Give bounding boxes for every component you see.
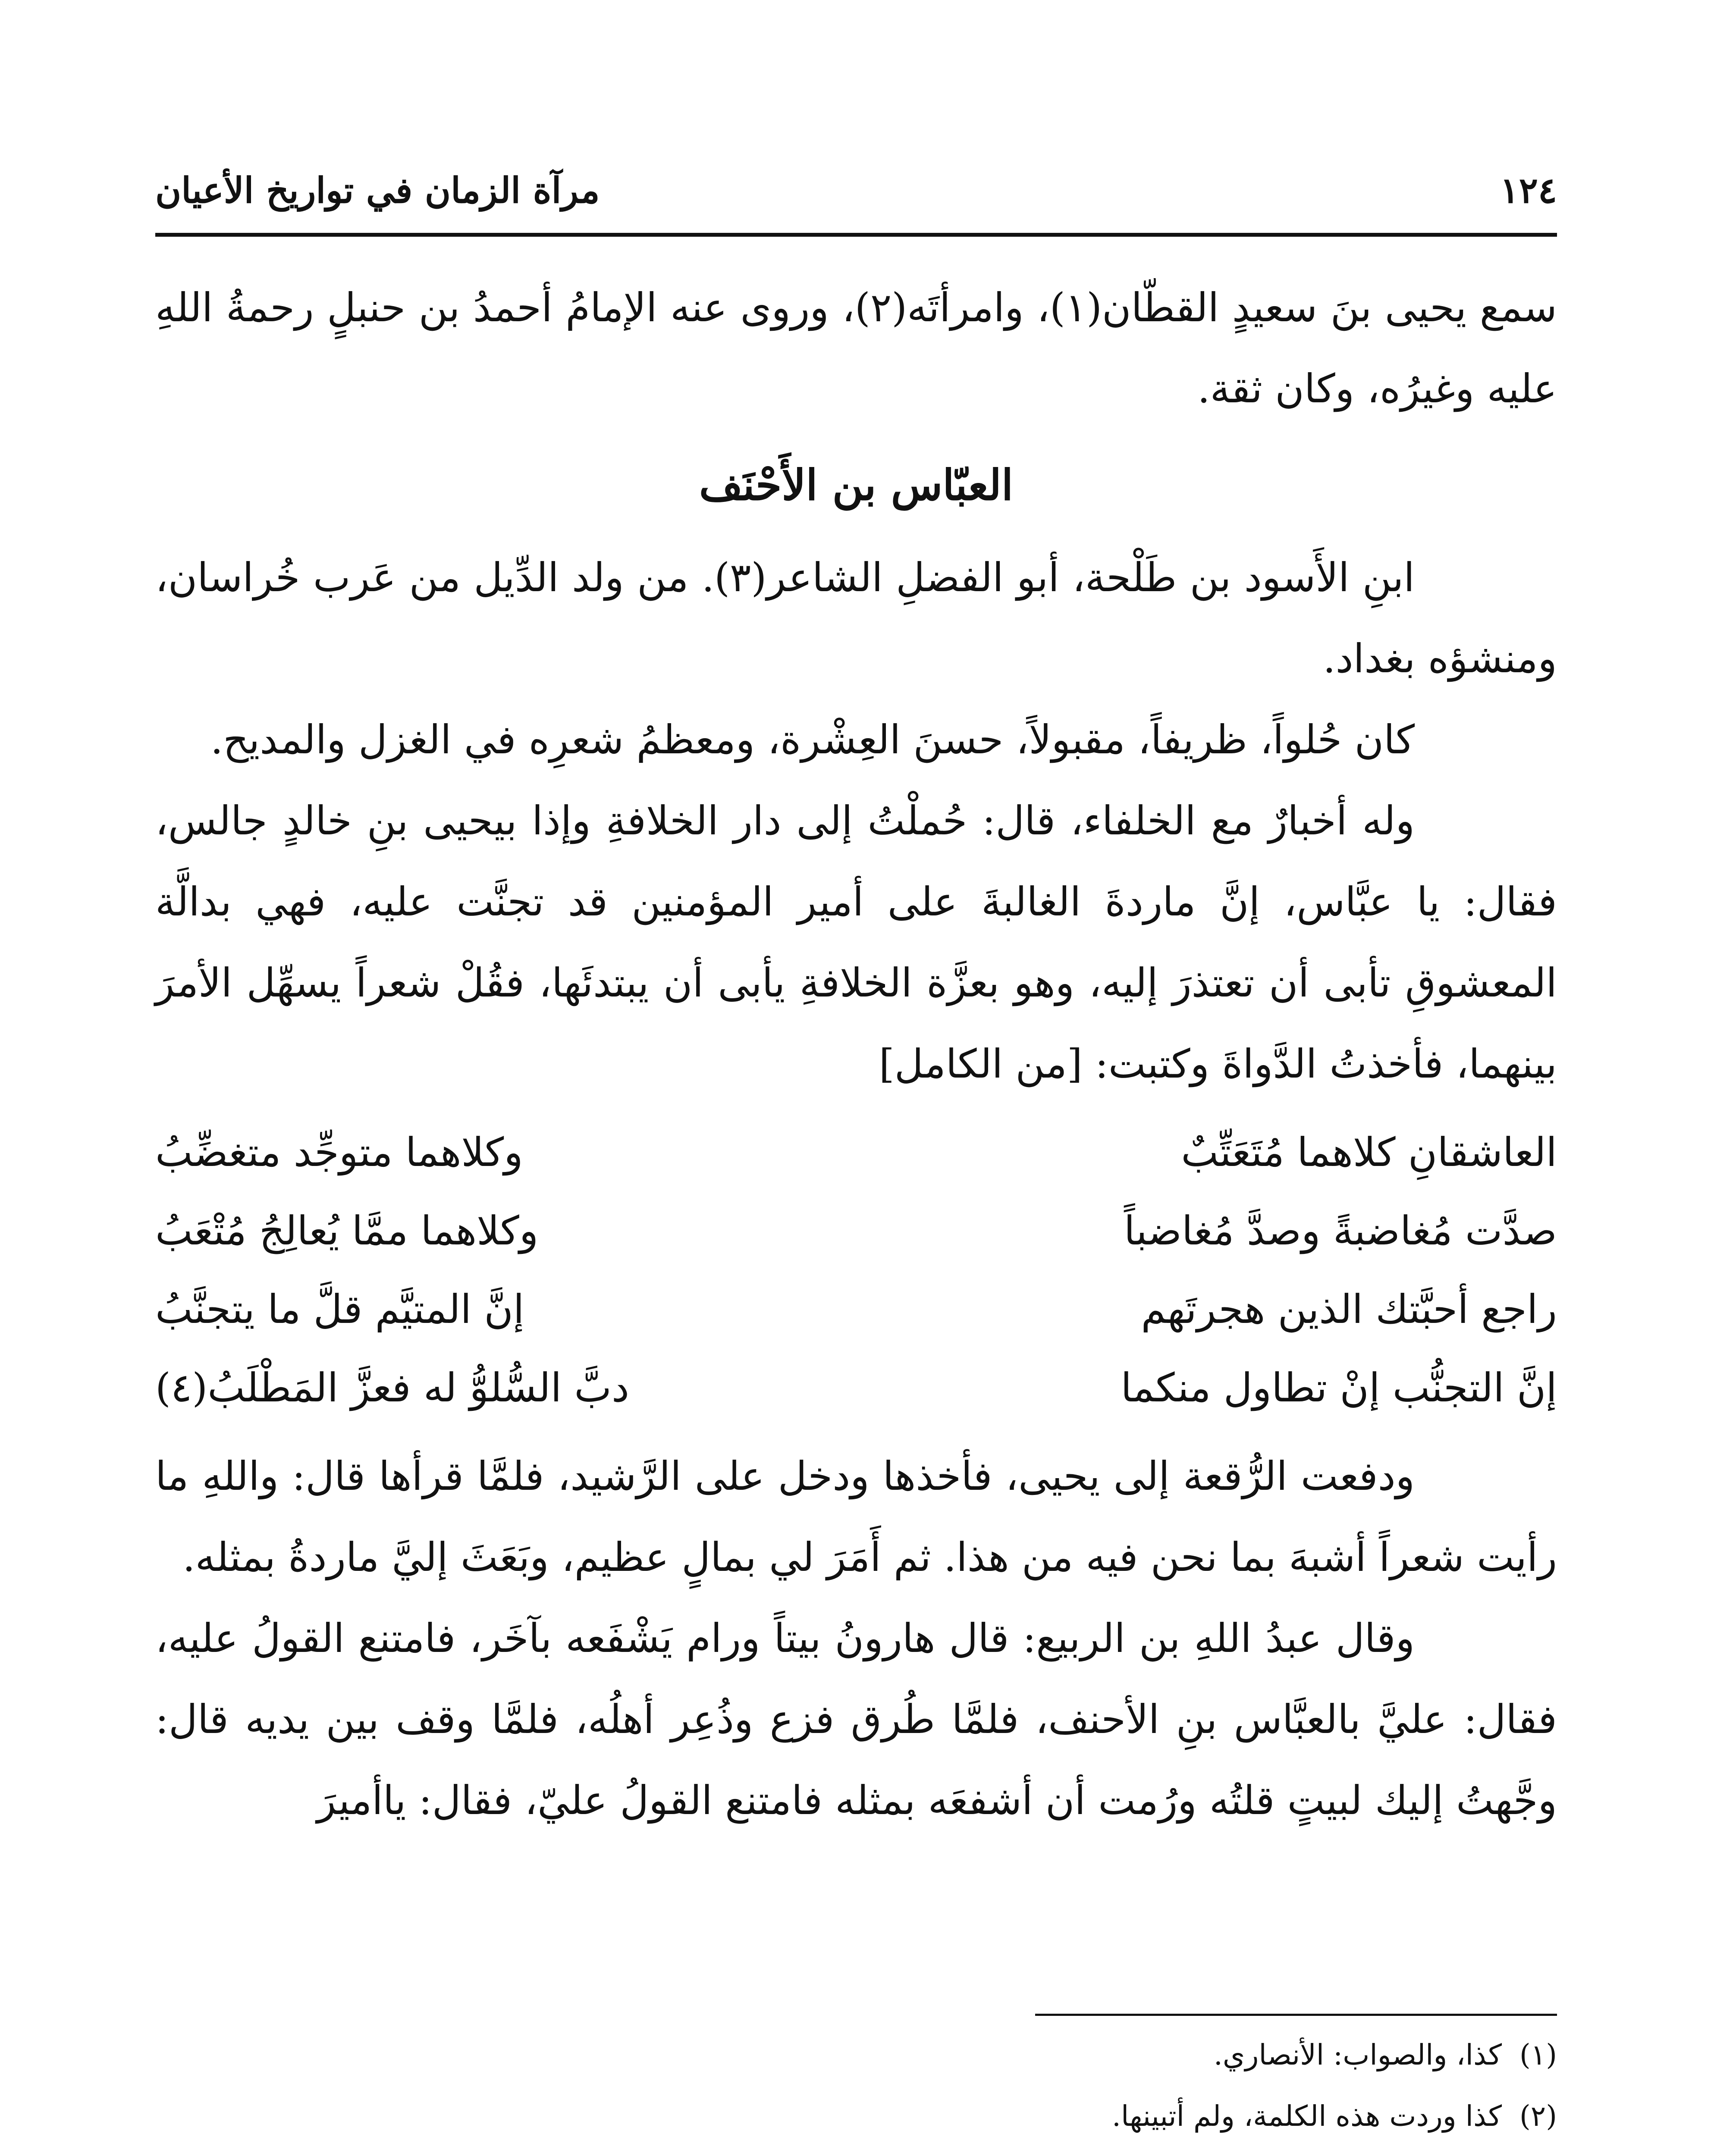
footnote	[155, 2088, 1557, 2145]
section-title: العبّاس بن الأَحْنَف	[699, 461, 1014, 510]
poem-first-hemistich: العاشقانِ كلاهما مُتَعَتِّبٌ	[1181, 1129, 1557, 1175]
footnote-text: كذا، والصواب: الأنصاري.	[1213, 2038, 1502, 2071]
paragraph-harun: وقال عبدُ اللهِ بن الربيع: قال هارونُ بيتاً ورام يَشْفَعه بآخَر، فامتنع القولُ عليه، فقال: عليَّ بالعبَّاس بنِ الأحنف، فلمَّا طُرق فزع وذُعِر أهلُه، فلمَّا وقف بين يديه قال: وجَّهتُ إليك لبيتٍ قلتُه ورُمت أن أشفعَه بمثله فامتنع القولُ عليّ، فقال: ياأميرَ	[155, 1615, 1557, 1824]
paragraph-intro: سمع يحيى بنَ سعيدٍ القطّان(١)، وامرأتَه(٢)، وروى عنه الإمامُ أحمدُ بن حنبلٍ رحمةُ اللهِ عليه وغيرُه، وكان ثقة.	[155, 285, 1557, 412]
footnote	[155, 2027, 1557, 2084]
footnotes	[155, 2027, 1557, 2156]
footnote-number: (١)	[1519, 2038, 1557, 2071]
poem-first-hemistich: راجع أحبَّتك الذين هجرتَهم	[1141, 1286, 1557, 1332]
paragraph-lineage: ابنِ الأَسود بن طَلْحة، أبو الفضلِ الشاعر(٣). من ولد الدِّيل من عَرب خُراسان، ومنشؤه بغداد.	[155, 555, 1557, 682]
poem-verse	[155, 1113, 1557, 1192]
paragraph-description: كان حُلواً، ظريفاً، مقبولاً، حسنَ العِشْرة، ومعظمُ شعرِه في الغزل والمديح.	[210, 717, 1415, 763]
poem-second-hemistich: وكلاهما ممَّا يُعالِجُ مُتْعَبُ	[155, 1208, 539, 1254]
poem-verse	[155, 1349, 1557, 1427]
poem-verse	[155, 1270, 1557, 1349]
poem-first-hemistich: إنَّ التجنُّب إنْ تطاول منكما	[1121, 1365, 1557, 1411]
poem-first-hemistich: صدَّت مُغاضبةً وصدَّ مُغاضباً	[1124, 1208, 1557, 1254]
page-number: ١٢٤	[1500, 170, 1557, 211]
main-text	[155, 267, 1557, 1841]
poem-second-hemistich: دبَّ السُّلوُّ له فعزَّ المَطْلَبُ(٤)	[155, 1365, 629, 1411]
poem-second-hemistich: إنَّ المتيَّم قلَّ ما يتجنَّبُ	[155, 1286, 524, 1332]
paragraph-anecdote: وله أخبارٌ مع الخلفاء، قال: حُملْتُ إلى دار الخلافةِ وإذا بيحيى بنِ خالدٍ جالس، فقال: يا عبَّاس، إنَّ ماردةَ الغالبةَ على أمير المؤمنين قد تجنَّت عليه، فهي بدالَّة المعشوقِ تأبى أن تعتذرَ إليه، وهو بعزَّة الخلافةِ يأبى أن يبتدئَها، فقُلْ شعراً يسهِّل الأمرَ بينهما، فأخذتُ الدَّواةَ وكتبت: [من الكامل]	[155, 798, 1557, 1087]
footnote-rule	[1035, 2014, 1557, 2016]
footnote	[155, 2149, 1557, 2156]
running-title: مرآة الزمان في تواريخ الأعيان	[155, 170, 600, 211]
page-header	[155, 147, 1557, 211]
footnote-text: كذا وردت هذه الكلمة، ولم أتبينها.	[1112, 2100, 1502, 2133]
poem	[155, 1113, 1557, 1427]
footnote-number: (٢)	[1519, 2100, 1557, 2133]
paragraph-reception: ودفعت الرُّقعة إلى يحيى، فأخذها ودخل على الرَّشيد، فلمَّا قرأها قال: واللهِ ما رأيت شعراً أشبهَ بما نحن فيه من هذا. ثم أَمَرَ لي بمالٍ عظيم، وبَعَثَ إليَّ ماردةُ بمثله.	[155, 1453, 1557, 1580]
poem-verse	[155, 1192, 1557, 1270]
poem-second-hemistich: وكلاهما متوجِّد متغضِّبُ	[155, 1129, 523, 1175]
header-rule	[155, 233, 1557, 237]
